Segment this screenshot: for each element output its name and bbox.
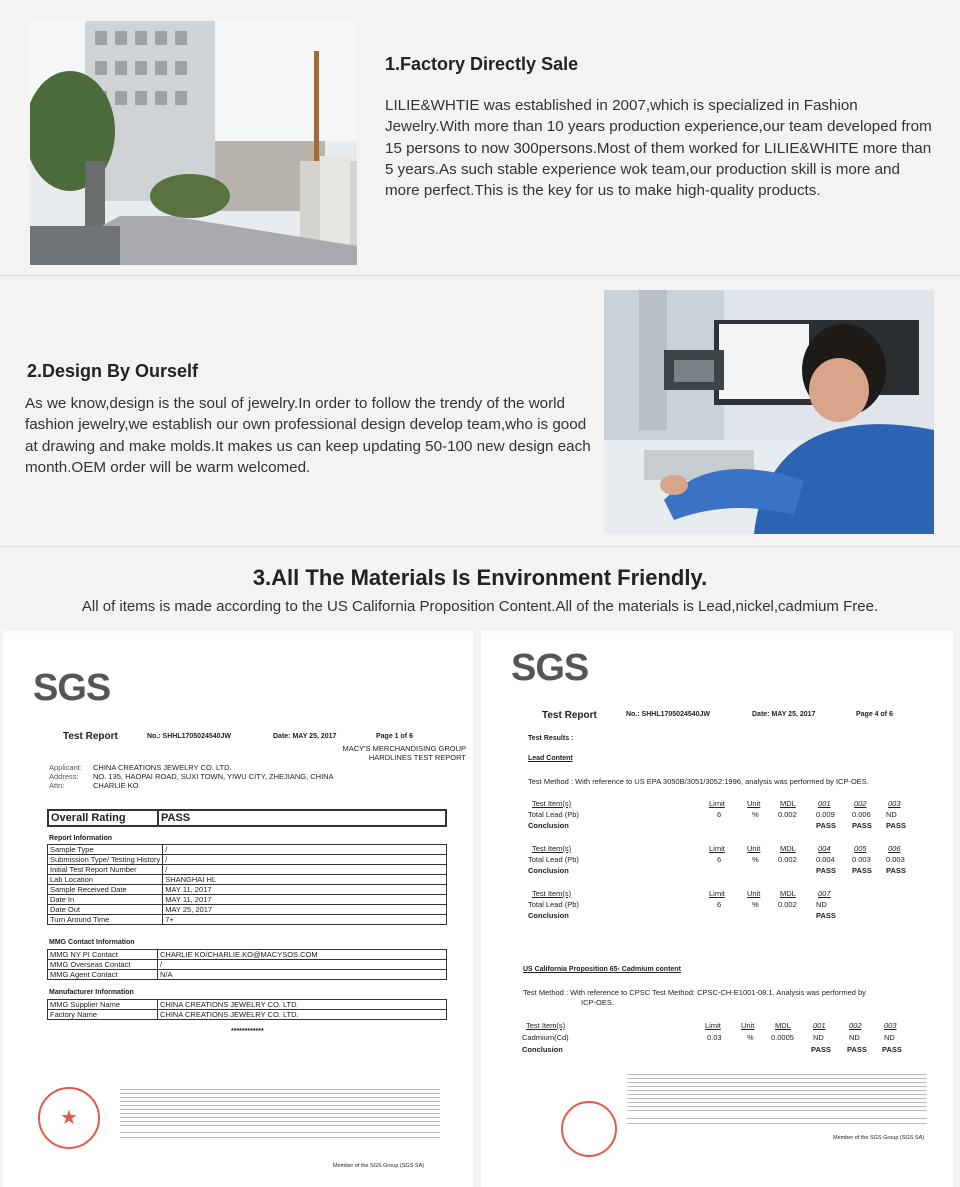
info-row (48, 905, 447, 915)
sample-value: ND (816, 900, 827, 909)
section3-title: 3.All The Materials Is Environment Friendly. (252, 565, 708, 590)
mmg-contact-table (47, 949, 447, 980)
report-footer: Member of the SGS Group (SGS SA) (333, 1163, 425, 1169)
report-info-table (47, 844, 447, 925)
cadmium-method-line-2: ICP-OES. (581, 998, 614, 1007)
address-label: Address: (49, 772, 79, 781)
section1-text: LILIE&WHTIE was established in 2007,which is specialized in Fashion Jewelry.With more than 10 years production experience,our team developed from 15 persons to now 300persons.Most of them worked for LILIE&WHITE more than 5 years.As such stable experience wok team,our production skill is more and more perfect.This is the key for us to make high-quality products. (385, 97, 932, 200)
cadmium-title: US California Proposition 65- Cadmium content (523, 966, 681, 973)
sgs-logo: SGS (511, 647, 589, 689)
lead-header-mdl: MDL (780, 799, 796, 808)
sample-result: PASS (852, 866, 872, 875)
info-row-label: Sample Received Date (48, 885, 163, 895)
lead-header-item: Test Item(s) (532, 889, 572, 898)
info-row-value: MAY 11, 2017 (163, 885, 447, 895)
sample-result: PASS (882, 1045, 902, 1054)
lead-conclusion-label: Conclusion (528, 866, 569, 875)
info-row-value: MAY 11, 2017 (163, 895, 447, 905)
mmg-row-label: MMG Overseas Contact (48, 960, 158, 970)
info-row (48, 855, 447, 865)
info-row-label: Date In (48, 895, 163, 905)
sample-value: ND (886, 810, 897, 819)
lead-conclusion-label: Conclusion (528, 911, 569, 920)
lead-header-mdl: MDL (780, 889, 796, 898)
cad-unit: % (747, 1033, 754, 1042)
attn-value: CHARLIE KO (93, 781, 139, 790)
report-number: No.: SHHL1705024540JW (147, 733, 232, 740)
section2-text: As we know,design is the soul of jewelry.In order to follow the trendy of the world fashion jewelry,we establish our own professional design develop team,who is good at drawing and make molds.It makes us can keep updating 50-100 new design each month.OEM order will be warm welcomed. (25, 395, 591, 476)
sample-value: 0.003 (852, 855, 871, 864)
sgs-report-page-1 (3, 631, 473, 1187)
mmg-title: MMG Contact Information (49, 939, 135, 946)
cad-limit: 0.03 (707, 1033, 722, 1042)
sample-id: 001 (813, 1021, 826, 1030)
fine-print (627, 1071, 927, 1111)
overall-rating-table (47, 809, 447, 827)
cad-header-limit: Limit (705, 1021, 721, 1030)
report-number: No.: SHHL1705024540JW (626, 711, 711, 718)
report-date: Date: MAY 25, 2017 (752, 711, 816, 718)
sample-value: 0.004 (816, 855, 835, 864)
lead-item: Total Lead (Pb) (528, 810, 579, 819)
contact-lines (120, 1128, 440, 1142)
info-row-value: MAY 25, 2017 (163, 905, 447, 915)
lead-item: Total Lead (Pb) (528, 855, 579, 864)
sample-id: 003 (888, 799, 901, 808)
info-row-label: Turn Around Time (48, 915, 163, 925)
sample-id: 003 (884, 1021, 897, 1030)
sample-id: 005 (854, 844, 867, 853)
lead-mdl: 0.002 (778, 810, 797, 819)
info-row (48, 885, 447, 895)
sgs-report-page-4 (481, 631, 953, 1187)
lead-header-item: Test Item(s) (532, 844, 572, 853)
group-line-1: MACY'S MERCHANDISING GROUP (342, 744, 466, 753)
sample-result: PASS (886, 866, 906, 875)
info-row-label: Sample Type (48, 845, 163, 855)
lead-limit: 6 (717, 810, 722, 819)
sample-value: ND (849, 1033, 860, 1042)
cad-header-mdl: MDL (775, 1021, 791, 1030)
mfr-row (48, 1010, 447, 1020)
factory-photo (30, 21, 357, 265)
lead-header-item: Test Item(s) (532, 799, 572, 808)
lead-header-unit: Unit (747, 889, 761, 898)
cad-mdl: 0.0005 (771, 1033, 794, 1042)
lead-mdl: 0.002 (778, 900, 797, 909)
mmg-row-value: CHARLIE KO/CHARLIE.KO@MACYSOS.COM (158, 950, 447, 960)
lead-conclusion-label: Conclusion (528, 821, 569, 830)
attn-label: Attn: (49, 781, 65, 790)
cad-header-unit: Unit (741, 1021, 755, 1030)
mfr-title: Manufacturer Information (49, 989, 134, 996)
lead-header-unit: Unit (747, 844, 761, 853)
info-row (48, 875, 447, 885)
report-page: Page 1 of 6 (376, 733, 413, 740)
mmg-row (48, 950, 447, 960)
overall-rating-value: PASS (158, 810, 446, 826)
report-footer: Member of the SGS Group (SGS SA) (833, 1135, 925, 1141)
mmg-row-value: N/A (158, 970, 447, 980)
lead-mdl: 0.002 (778, 855, 797, 864)
end-stars: ************ (231, 1028, 264, 1035)
section2-title: 2.Design By Ourself (27, 361, 199, 381)
applicant-label: Applicant: (49, 763, 82, 772)
sample-id: 004 (818, 844, 831, 853)
sample-id: 001 (818, 799, 831, 808)
mfr-row-label: Factory Name (48, 1010, 158, 1020)
cadmium-method-line-1: Test Method : With reference to CPSC Test Method: CPSC-CH-E1001-08.1. Analysis was performed by (523, 988, 866, 997)
group-line-2: HARDLINES TEST REPORT (368, 753, 466, 762)
lead-header-mdl: MDL (780, 844, 796, 853)
lead-header-limit: Limit (709, 889, 725, 898)
mfr-row-value: CHINA CREATIONS JEWELRY CO. LTD. (158, 1010, 447, 1020)
report-date: Date: MAY 25, 2017 (273, 733, 337, 740)
info-row (48, 915, 447, 925)
sample-id: 002 (849, 1021, 862, 1030)
mmg-row (48, 960, 447, 970)
section3-subtitle: All of items is made according to the US California Proposition Content.All of the materials is Lead,nickel,cadmium Free. (81, 598, 879, 615)
divider (0, 546, 960, 547)
mmg-row-label: MMG NY PI Contact (48, 950, 158, 960)
info-row-label: Date Out (48, 905, 163, 915)
mfr-row-label: MMG Supplier Name (48, 1000, 158, 1010)
sample-result: PASS (852, 821, 872, 830)
lead-unit: % (752, 900, 759, 909)
lead-header-unit: Unit (747, 799, 761, 808)
info-row-value: SHANGHAI HL (163, 875, 447, 885)
info-row-value: / (163, 855, 447, 865)
applicant-value: CHINA CREATIONS JEWELRY CO. LTD. (93, 763, 232, 772)
overall-rating-label: Overall Rating (48, 810, 158, 826)
test-results-label: Test Results : (528, 735, 574, 742)
lead-test-method: Test Method : With reference to US EPA 3050B/3051/3052:1996, analysis was performed by ICP-OES. (528, 777, 869, 786)
mmg-row-value: / (158, 960, 447, 970)
divider (0, 275, 960, 276)
report-page: Page 4 of 6 (856, 711, 893, 718)
sample-id: 002 (854, 799, 867, 808)
info-row (48, 895, 447, 905)
info-row (48, 865, 447, 875)
info-row (48, 845, 447, 855)
sample-result: PASS (816, 821, 836, 830)
sgs-stamp (561, 1101, 617, 1157)
sample-result: PASS (811, 1045, 831, 1054)
lead-item: Total Lead (Pb) (528, 900, 579, 909)
sample-value: ND (884, 1033, 895, 1042)
cad-conclusion-label: Conclusion (522, 1045, 563, 1054)
design-team-photo (604, 290, 934, 534)
sample-value: 0.009 (816, 810, 835, 819)
lead-header-limit: Limit (709, 844, 725, 853)
sample-id: 007 (818, 889, 831, 898)
mfr-row-value: CHINA CREATIONS JEWELRY CO. LTD. (158, 1000, 447, 1010)
info-row-value: 7+ (163, 915, 447, 925)
sample-result: PASS (886, 821, 906, 830)
sample-value: 0.003 (886, 855, 905, 864)
report-info-title: Report Information (49, 835, 112, 842)
sample-value: 0.006 (852, 810, 871, 819)
mmg-row-label: MMG Agent Contact (48, 970, 158, 980)
sample-result: PASS (816, 911, 836, 920)
lead-header-limit: Limit (709, 799, 725, 808)
cad-item: Cadmium(Cd) (522, 1033, 569, 1042)
sample-value: ND (813, 1033, 824, 1042)
mfr-row (48, 1000, 447, 1010)
lead-limit: 6 (717, 900, 722, 909)
report-heading: Test Report (542, 710, 597, 721)
sgs-logo: SGS (33, 667, 111, 709)
stamp-star-icon: ★ (60, 1107, 78, 1129)
mmg-row (48, 970, 447, 980)
sample-result: PASS (847, 1045, 867, 1054)
lead-content-title: Lead Content (528, 755, 573, 762)
info-row-label: Submission Type/ Testing History (48, 855, 163, 865)
contact-lines (627, 1114, 927, 1128)
info-row-label: Initial Test Report Number (48, 865, 163, 875)
lead-unit: % (752, 810, 759, 819)
section1-title: 1.Factory Directly Sale (385, 54, 579, 74)
cad-header-item: Test Item(s) (526, 1021, 566, 1030)
info-row-value: / (163, 845, 447, 855)
info-row-value: / (163, 865, 447, 875)
sample-id: 006 (888, 844, 901, 853)
report-heading: Test Report (63, 731, 118, 742)
fine-print (120, 1086, 440, 1126)
sample-result: PASS (816, 866, 836, 875)
lead-limit: 6 (717, 855, 722, 864)
lead-unit: % (752, 855, 759, 864)
address-value: NO. 135, HAOPAI ROAD, SUXI TOWN, YIWU CITY, ZHEJIANG, CHINA (93, 772, 334, 781)
info-row-label: Lab Location (48, 875, 163, 885)
manufacturer-table (47, 999, 447, 1020)
